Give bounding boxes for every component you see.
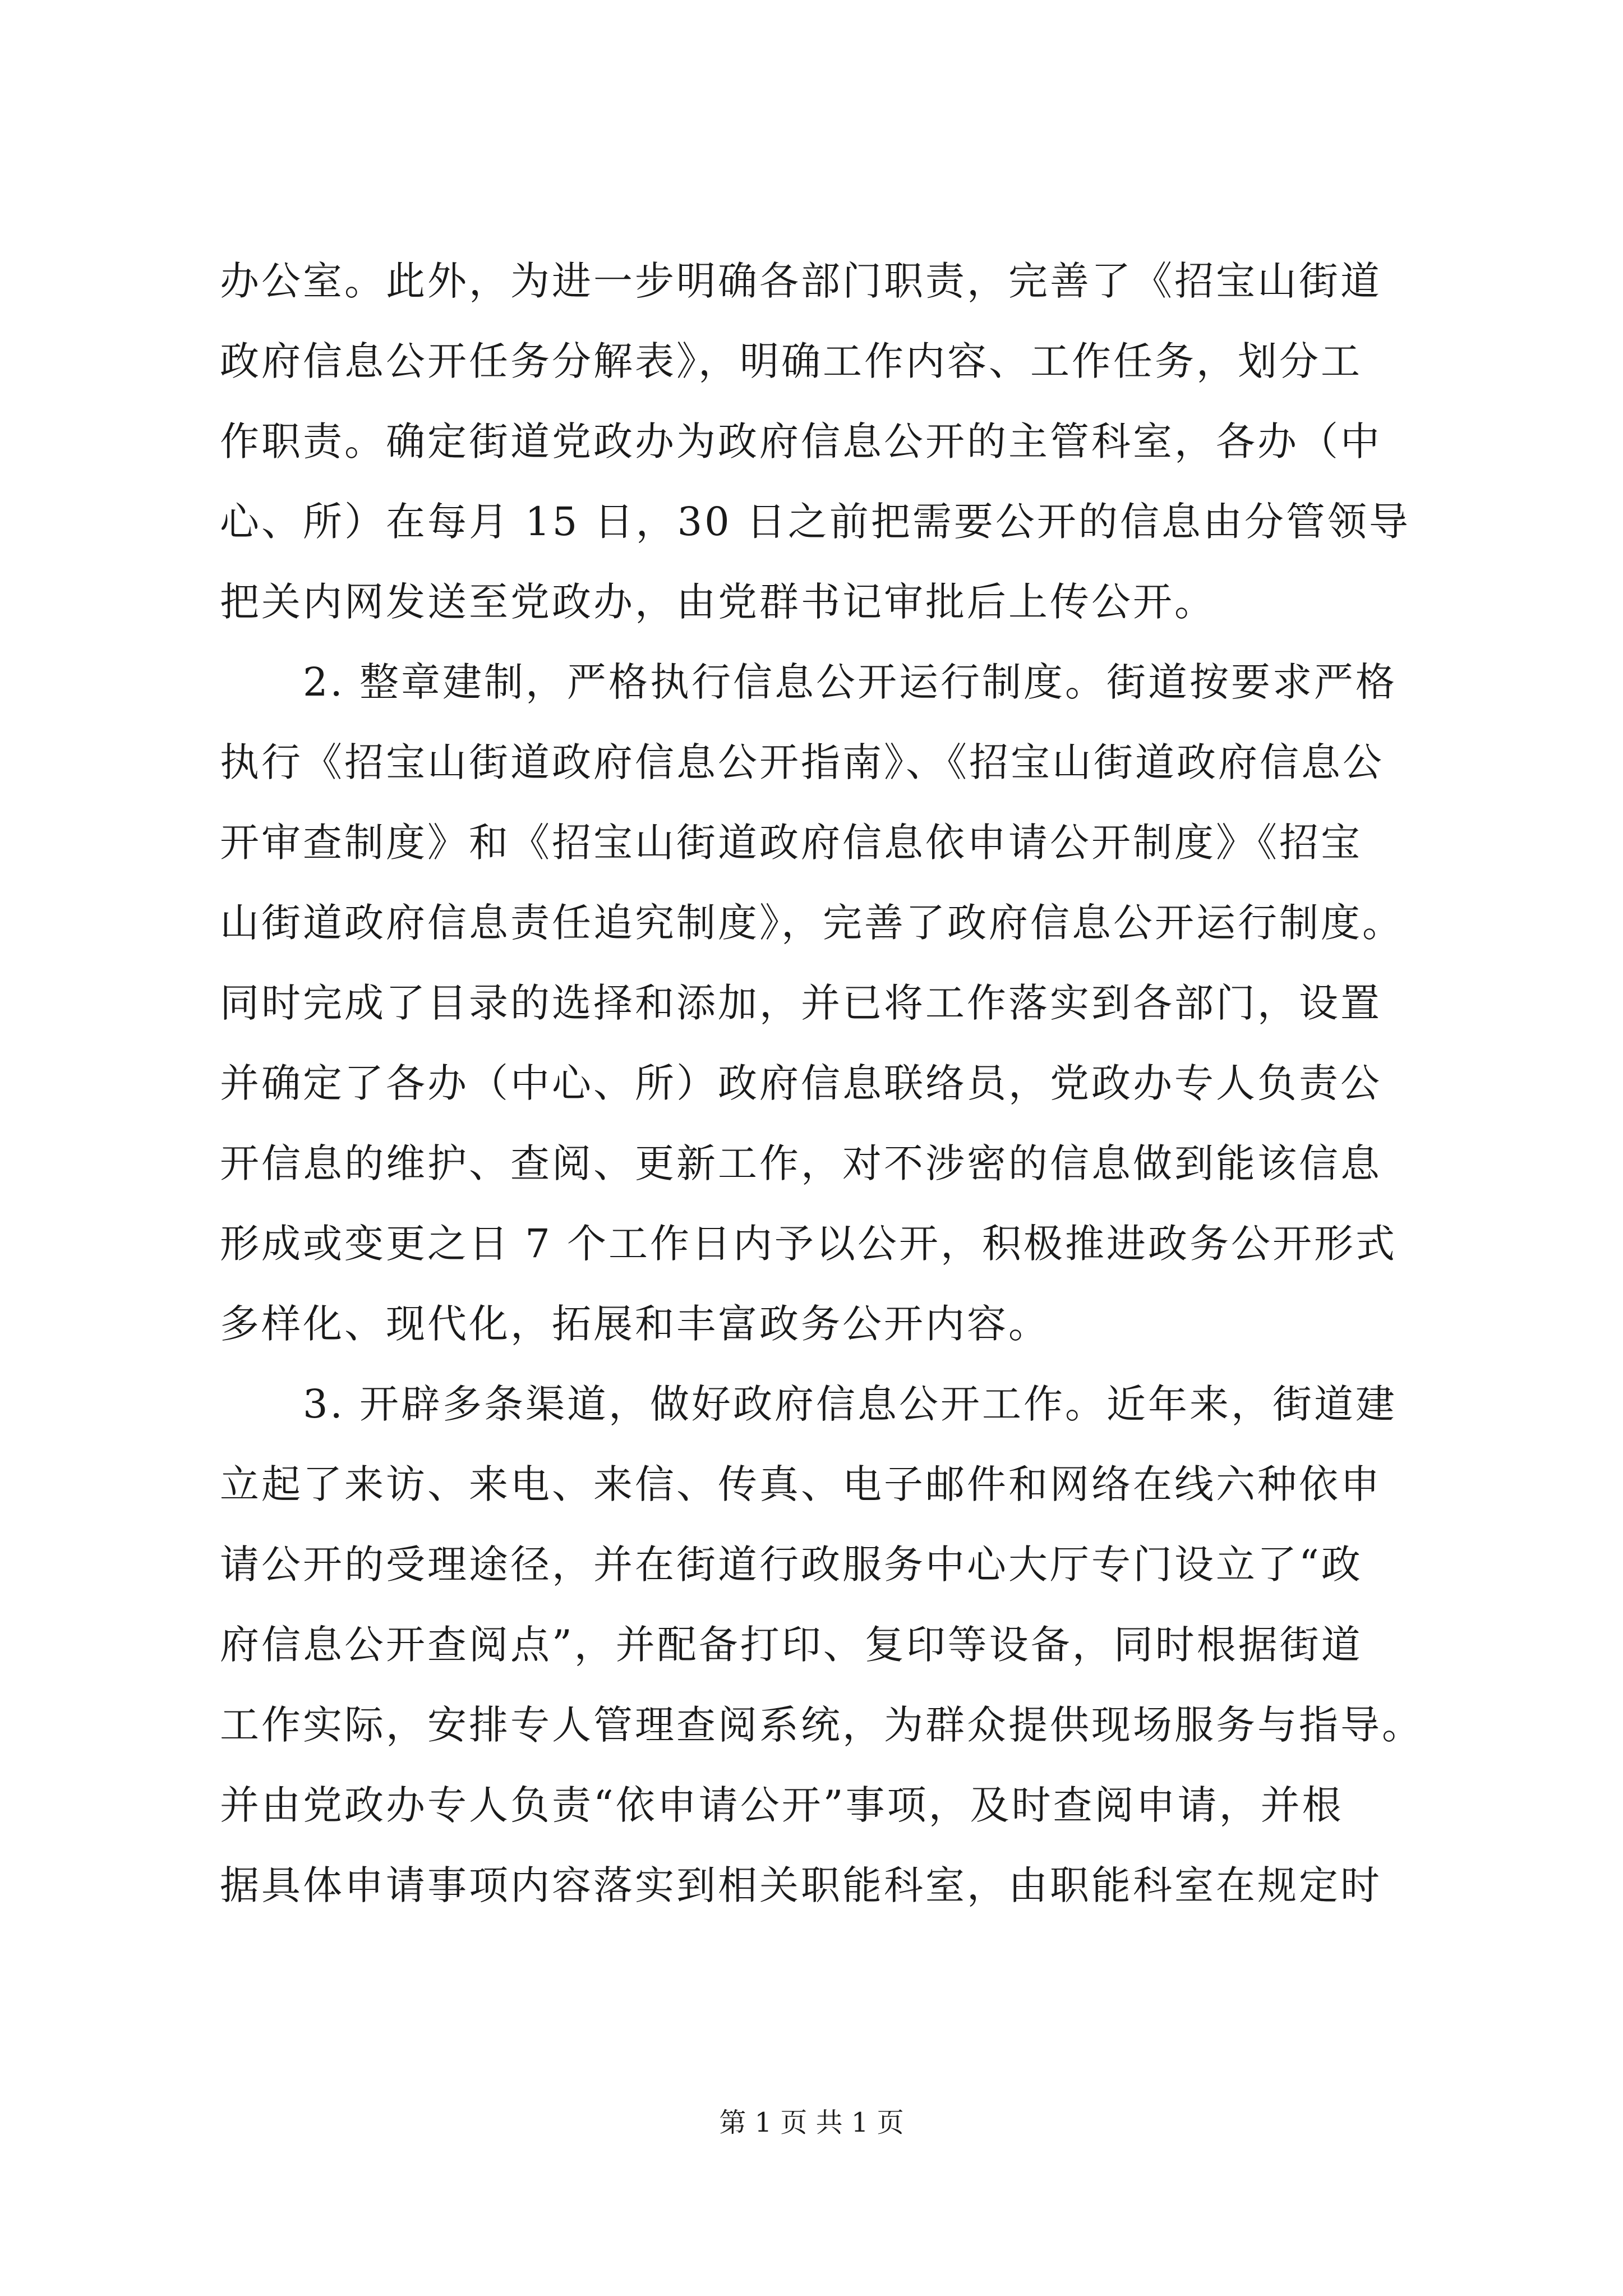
text-line: 立起了来访、来电、来信、传真、电子邮件和网络在线六种依申 [220,1461,1382,1507]
text-line: 政府信息公开任务分解表》，明确工作内容、工作任务，划分工 [220,338,1362,384]
text-line: 形成或变更之日 7 个工作日内予以公开，积极推进政务公开形式 [220,1221,1398,1267]
text-line: 据具体申请事项内容落实到相关职能科室，由职能科室在规定时 [220,1862,1382,1908]
text-line: 并由党政办专人负责“依申请公开”事项，及时查阅申请，并根 [220,1782,1344,1828]
body-text [220,241,1431,1926]
text-line: 心、所）在每月 15 日，30 日之前把需要公开的信息由分管领导 [220,499,1410,545]
page-number-label: 第 1 页 共 1 页 [719,2107,904,2138]
text-line: 并确定了各办（中心、所）政府信息联络员，党政办专人负责公 [220,1060,1382,1106]
text-line: 开信息的维护、查阅、更新工作，对不涉密的信息做到能该信息 [220,1140,1382,1186]
text-line: 开审查制度》和《招宝山街道政府信息依申请公开制度》《招宝 [220,820,1362,866]
text-line: 同时完成了目录的选择和添加，并已将工作落实到各部门，设置 [220,980,1382,1026]
text-line: 府信息公开查阅点”，并配备打印、复印等设备，同时根据街道 [220,1622,1363,1668]
page-footer [0,2105,1623,2141]
text-line: 3. 开辟多条渠道，做好政府信息公开工作。近年来，街道建 [220,1381,1398,1427]
text-line: 作职责。确定街道党政办为政府信息公开的主管科室，各办（中 [220,418,1382,464]
text-line: 多样化、现代化，拓展和丰富政务公开内容。 [220,1301,1050,1347]
text-line: 办公室。此外，为进一步明确各部门职责，完善了《招宝山街道 [220,258,1382,304]
text-line: 2. 整章建制，严格执行信息公开运行制度。街道按要求严格 [220,659,1398,705]
text-line: 工作实际，安排专人管理查阅系统，为群众提供现场服务与指导。 [220,1702,1423,1748]
text-line: 把关内网发送至党政办，由党群书记审批后上传公开。 [220,579,1216,625]
text-line: 山街道政府信息责任追究制度》，完善了政府信息公开运行制度。 [220,900,1404,946]
text-line: 执行《招宝山街道政府信息公开指南》、《招宝山街道政府信息公 [220,739,1384,785]
text-line: 请公开的受理途径，并在街道行政服务中心大厅专门设立了“政 [220,1542,1363,1588]
